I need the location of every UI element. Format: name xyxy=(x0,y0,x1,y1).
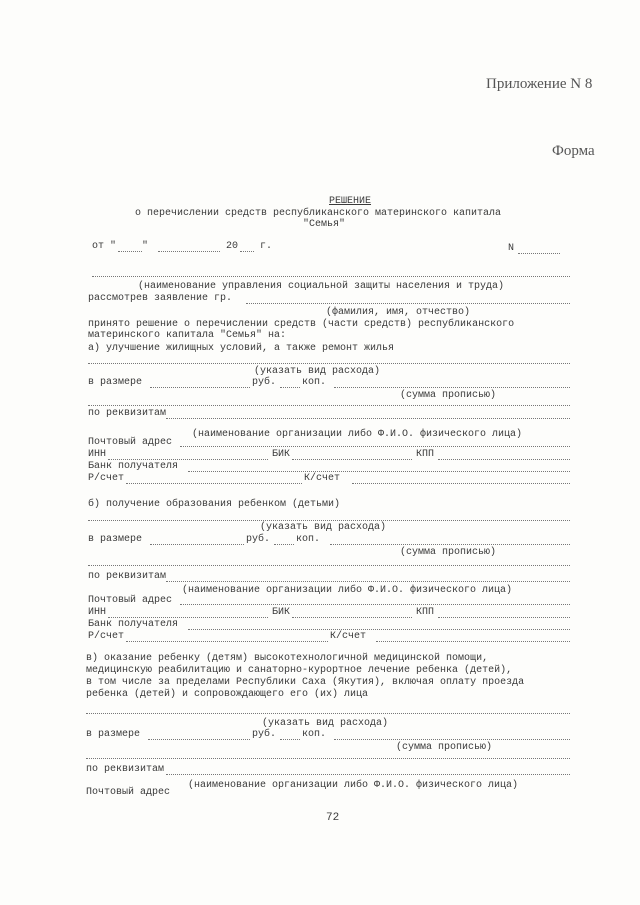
page-number: 72 xyxy=(326,812,340,824)
reviewed-label: рассмотрев заявление гр. xyxy=(88,293,233,304)
section-b-amount-words-line[interactable] xyxy=(330,544,570,545)
section-b-heading: б) получение образования ребенком (детьми) xyxy=(88,499,341,510)
section-a-kop: коп. xyxy=(302,377,327,388)
section-a-corr-line[interactable] xyxy=(352,483,570,484)
section-a-inn-label: ИНН xyxy=(88,449,107,460)
section-b-kop: коп. xyxy=(296,534,321,545)
section-a-postal-label: Почтовый адрес xyxy=(88,437,173,448)
applicant-name-line[interactable] xyxy=(246,303,570,304)
section-a-kop-line[interactable] xyxy=(280,387,300,388)
form-label: Форма xyxy=(552,143,595,159)
section-a-corr-label: К/счет xyxy=(304,473,341,484)
section-b-amount-words-caption: (сумма прописью) xyxy=(400,547,497,558)
section-b-corr-label: К/счет xyxy=(330,631,367,642)
section-a-amount-words-caption: (сумма прописью) xyxy=(400,390,497,401)
section-a-bank-label: Банк получателя xyxy=(88,461,179,472)
document-title: РЕШЕНИЕ xyxy=(329,196,372,207)
org-caption: (наименование управления социальной защиты населения и труда) xyxy=(138,281,505,292)
section-a-amount-label: в размере xyxy=(88,377,143,388)
org-name-line[interactable] xyxy=(92,276,570,277)
section-a-kpp-line[interactable] xyxy=(438,459,570,460)
fio-caption: (фамилия, имя, отчество) xyxy=(326,307,471,318)
section-a-bik-label: БИК xyxy=(272,449,291,460)
decision-text-2: материнского капитала "Семья" на: xyxy=(88,330,287,341)
section-a-account-label: Р/счет xyxy=(88,473,125,484)
date-quote: " xyxy=(142,241,149,252)
section-b-postal-label: Почтовый адрес xyxy=(88,595,173,606)
section-b-kpp-line[interactable] xyxy=(438,617,570,618)
section-b-separator-line xyxy=(88,565,570,566)
section-c-heading-4: ребенка (детей) и сопровождающего его (их) лица xyxy=(86,689,369,700)
section-a-bank-line[interactable] xyxy=(188,471,570,472)
section-a-separator-line xyxy=(88,405,570,406)
section-b-recipient-caption: (наименование организации либо Ф.И.О. физического лица) xyxy=(182,585,513,596)
section-a-bik-line[interactable] xyxy=(292,459,412,460)
section-c-amount-words-caption: (сумма прописью) xyxy=(396,742,493,753)
section-c-amount-label: в размере xyxy=(86,729,141,740)
section-b-amount-label: в размере xyxy=(88,534,143,545)
section-c-kop: коп. xyxy=(302,729,327,740)
section-b-bik-label: БИК xyxy=(272,607,291,618)
section-b-expense-caption: (указать вид расхода) xyxy=(260,522,387,533)
section-b-rub: руб. xyxy=(246,534,271,545)
section-a-rub-line[interactable] xyxy=(150,387,250,388)
section-a-postal-line[interactable] xyxy=(180,446,570,447)
section-b-details-label: по реквизитам xyxy=(88,571,167,582)
section-b-kop-line[interactable] xyxy=(274,544,294,545)
date-year-suffix: г. xyxy=(260,241,273,252)
section-c-recipient-caption: (наименование организации либо Ф.И.О. физического лица) xyxy=(188,780,519,791)
date-day-line[interactable] xyxy=(118,251,142,252)
section-c-heading-1: в) оказание ребенку (детям) высокотехнологичной медицинской помощи, xyxy=(86,653,489,664)
section-b-bank-line[interactable] xyxy=(188,629,570,630)
section-a-recipient-line[interactable] xyxy=(166,418,570,419)
section-b-bank-label: Банк получателя xyxy=(88,619,179,630)
section-b-account-line[interactable] xyxy=(126,641,328,642)
appendix-label: Приложение N 8 xyxy=(486,76,593,92)
section-c-postal-label: Почтовый адрес xyxy=(86,787,171,798)
section-c-expense-caption: (указать вид расхода) xyxy=(262,718,389,729)
decision-text-1: принято решение о перечислении средств (части средств) республиканского xyxy=(88,319,515,330)
section-c-heading-3: в том числе за пределами Республики Саха (Якутия), включая оплату проезда xyxy=(86,677,525,688)
section-a-inn-line[interactable] xyxy=(108,459,268,460)
date-prefix: от " xyxy=(92,241,117,252)
section-b-inn-line[interactable] xyxy=(108,617,268,618)
section-b-inn-label: ИНН xyxy=(88,607,107,618)
section-a-details-label: по реквизитам xyxy=(88,408,167,419)
date-year-line[interactable] xyxy=(240,251,254,252)
section-a-account-line[interactable] xyxy=(126,483,302,484)
section-c-rub: руб. xyxy=(252,729,277,740)
section-b-corr-line[interactable] xyxy=(376,641,570,642)
section-c-expense-line[interactable] xyxy=(86,713,570,714)
section-b-bik-line[interactable] xyxy=(292,617,412,618)
section-a-expense-line[interactable] xyxy=(88,363,570,364)
section-a-expense-caption: (указать вид расхода) xyxy=(254,366,381,377)
section-a-heading: а) улучшение жилищных условий, а также ремонт жилья xyxy=(88,343,395,354)
section-c-amount-words-line[interactable] xyxy=(334,739,570,740)
section-c-details-label: по реквизитам xyxy=(86,764,165,775)
section-b-recipient-line[interactable] xyxy=(166,581,570,582)
section-c-kop-line[interactable] xyxy=(280,739,300,740)
section-c-separator-line xyxy=(86,758,570,759)
section-a-amount-words-line[interactable] xyxy=(334,387,570,388)
date-month-line[interactable] xyxy=(158,251,220,252)
section-b-postal-line[interactable] xyxy=(180,604,570,605)
date-year-prefix: 20 xyxy=(226,241,239,252)
document-subtitle-name: "Семья" xyxy=(303,219,346,230)
section-c-rub-line[interactable] xyxy=(148,739,250,740)
section-a-rub: руб. xyxy=(252,377,277,388)
section-c-recipient-line[interactable] xyxy=(166,774,570,775)
section-b-expense-line[interactable] xyxy=(88,520,570,521)
number-line[interactable] xyxy=(518,253,560,254)
section-b-rub-line[interactable] xyxy=(150,544,244,545)
section-b-kpp-label: КПП xyxy=(416,607,435,618)
number-label: N xyxy=(508,243,515,254)
document-subtitle: о перечислении средств республиканского материнского капитала xyxy=(135,208,502,219)
section-a-kpp-label: КПП xyxy=(416,449,435,460)
section-a-recipient-caption: (наименование организации либо Ф.И.О. физического лица) xyxy=(192,429,523,440)
section-c-heading-2: медицинскую реабилитацию и санаторно-курортное лечение ребенка (детей), xyxy=(86,665,513,676)
section-b-account-label: Р/счет xyxy=(88,631,125,642)
